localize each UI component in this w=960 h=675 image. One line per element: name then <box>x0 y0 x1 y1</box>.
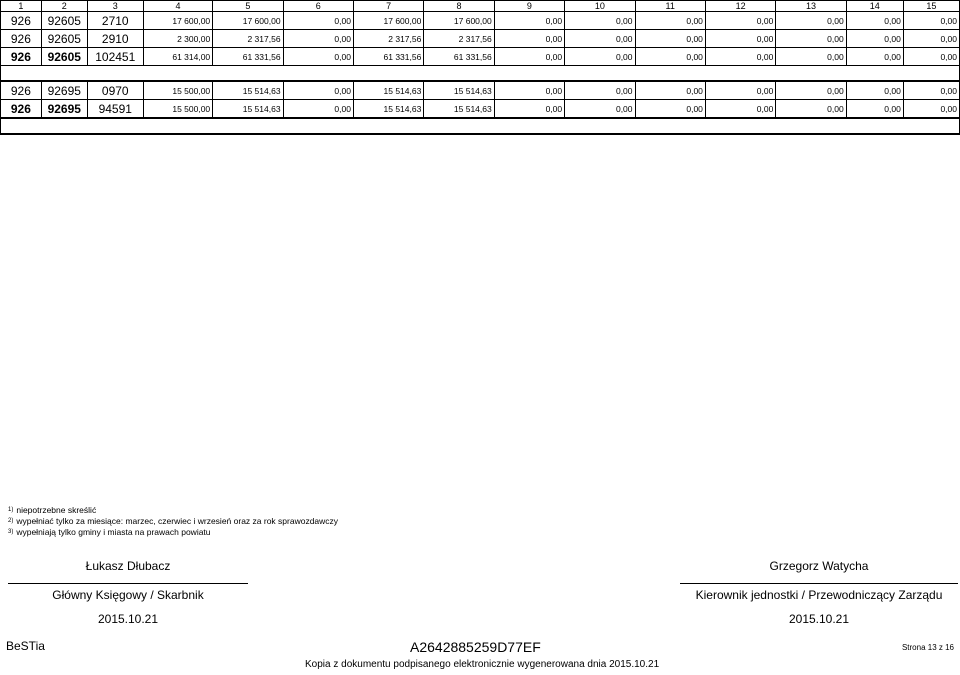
value-cell: 15 500,00 <box>143 81 212 100</box>
paragraf-cell: 102451 <box>87 48 143 66</box>
column-number: 1 <box>1 1 42 12</box>
value-cell: 0,00 <box>903 81 959 100</box>
column-number: 11 <box>635 1 705 12</box>
value-cell: 0,00 <box>705 12 775 30</box>
value-cell: 0,00 <box>494 48 564 66</box>
value-cell: 0,00 <box>283 100 353 119</box>
paragraf-cell: 2710 <box>87 12 143 30</box>
value-cell: 0,00 <box>283 81 353 100</box>
value-cell: 0,00 <box>705 30 775 48</box>
value-cell: 61 331,56 <box>213 48 283 66</box>
value-cell: 15 514,63 <box>353 81 423 100</box>
value-cell: 2 317,56 <box>353 30 423 48</box>
signature-block-manager <box>680 559 958 626</box>
signature-date: 2015.10.21 <box>97 612 159 626</box>
value-cell: 0,00 <box>565 48 635 66</box>
value-cell: 15 500,00 <box>143 100 212 119</box>
signature-block-accountant <box>8 559 248 626</box>
value-cell: 0,00 <box>283 48 353 66</box>
rozdzial-cell: 92605 <box>41 30 87 48</box>
value-cell: 0,00 <box>635 48 705 66</box>
value-cell: 0,00 <box>903 30 959 48</box>
value-cell: 0,00 <box>494 81 564 100</box>
signature-line <box>680 583 958 584</box>
value-cell: 15 514,63 <box>424 100 494 119</box>
footnote: $^{1)}$ niepotrzebne skreślić <box>8 505 97 515</box>
table-row <box>1 100 960 119</box>
value-cell: 0,00 <box>776 100 846 119</box>
rozdzial-cell: 92605 <box>41 48 87 66</box>
value-cell: 15 514,63 <box>353 100 423 119</box>
value-cell: 17 600,00 <box>143 12 212 30</box>
column-number: 3 <box>87 1 143 12</box>
value-cell: 2 317,56 <box>213 30 283 48</box>
value-cell: 17 600,00 <box>213 12 283 30</box>
value-cell: 0,00 <box>776 12 846 30</box>
value-cell: 17 600,00 <box>424 12 494 30</box>
value-cell: 61 331,56 <box>424 48 494 66</box>
value-cell: 0,00 <box>565 81 635 100</box>
column-number: 5 <box>213 1 283 12</box>
table-row <box>1 30 960 48</box>
value-cell: 0,00 <box>903 100 959 119</box>
paragraf-cell: 2910 <box>87 30 143 48</box>
section-separator <box>1 118 960 134</box>
footnote: $^{3)}$ wypełniają tylko gminy i miasta na prawach powiatu <box>8 527 211 537</box>
paragraf-cell: 0970 <box>87 81 143 100</box>
signatory-role: Kierownik jednostki / Przewodniczący Zarządu <box>695 588 943 602</box>
section-separator <box>1 66 960 82</box>
value-cell: 0,00 <box>565 12 635 30</box>
column-number: 15 <box>903 1 959 12</box>
signature-date: 2015.10.21 <box>788 612 850 626</box>
footnotes <box>8 505 338 538</box>
copy-note: Kopia z dokumentu podpisanego elektronicznie wygenerowana dnia 2015.10.21 <box>305 659 660 670</box>
value-cell: 0,00 <box>776 48 846 66</box>
signatory-role: Główny Księgowy / Skarbnik <box>52 588 204 602</box>
budget-table <box>0 0 960 135</box>
value-cell: 0,00 <box>846 100 903 119</box>
value-cell: 0,00 <box>635 12 705 30</box>
column-number: 2 <box>41 1 87 12</box>
value-cell: 15 514,63 <box>213 100 283 119</box>
value-cell: 0,00 <box>705 100 775 119</box>
column-number: 9 <box>494 1 564 12</box>
value-cell: 0,00 <box>494 12 564 30</box>
table-row <box>1 81 960 100</box>
value-cell: 61 331,56 <box>353 48 423 66</box>
value-cell: 15 514,63 <box>424 81 494 100</box>
value-cell: 0,00 <box>283 12 353 30</box>
app-name: BeSTia <box>6 639 45 653</box>
value-cell: 0,00 <box>635 30 705 48</box>
value-cell: 2 300,00 <box>143 30 212 48</box>
value-cell: 0,00 <box>903 48 959 66</box>
value-cell: 0,00 <box>846 81 903 100</box>
value-cell: 0,00 <box>283 30 353 48</box>
value-cell: 0,00 <box>635 100 705 119</box>
footnote: $^{2)}$ wypełniać tylko za miesiące: marzec, czerwiec i wrzesień oraz za rok sprawozdawczy <box>8 516 339 526</box>
dzial-cell: 926 <box>1 100 42 119</box>
value-cell: 17 600,00 <box>353 12 423 30</box>
dzial-cell: 926 <box>1 48 42 66</box>
column-number: 10 <box>565 1 635 12</box>
table-row <box>1 48 960 66</box>
value-cell: 0,00 <box>494 30 564 48</box>
signatory-name: Grzegorz Watycha <box>769 559 869 573</box>
value-cell: 0,00 <box>494 100 564 119</box>
column-number: 6 <box>283 1 353 12</box>
rozdzial-cell: 92605 <box>41 12 87 30</box>
column-number: 13 <box>776 1 846 12</box>
value-cell: 0,00 <box>705 81 775 100</box>
value-cell: 0,00 <box>705 48 775 66</box>
column-number-row <box>1 1 960 12</box>
paragraf-cell: 94591 <box>87 100 143 119</box>
value-cell: 0,00 <box>565 100 635 119</box>
value-cell: 0,00 <box>846 48 903 66</box>
page-number: Strona 13 z 16 <box>901 643 954 652</box>
value-cell: 15 514,63 <box>213 81 283 100</box>
rozdzial-cell: 92695 <box>41 100 87 119</box>
column-number: 8 <box>424 1 494 12</box>
value-cell: 0,00 <box>903 12 959 30</box>
column-number: 4 <box>143 1 212 12</box>
dzial-cell: 926 <box>1 12 42 30</box>
value-cell: 0,00 <box>776 81 846 100</box>
dzial-cell: 926 <box>1 30 42 48</box>
value-cell: 2 317,56 <box>424 30 494 48</box>
signatory-name: Łukasz Dłubacz <box>85 559 171 573</box>
value-cell: 0,00 <box>776 30 846 48</box>
value-cell: 61 314,00 <box>143 48 212 66</box>
column-number: 12 <box>705 1 775 12</box>
document-code: A2642885259D77EF <box>410 639 541 655</box>
value-cell: 0,00 <box>635 81 705 100</box>
value-cell: 0,00 <box>565 30 635 48</box>
signature-line <box>8 583 248 584</box>
column-number: 7 <box>353 1 423 12</box>
column-number: 14 <box>846 1 903 12</box>
table-row <box>1 12 960 30</box>
dzial-cell: 926 <box>1 81 42 100</box>
value-cell: 0,00 <box>846 30 903 48</box>
value-cell: 0,00 <box>846 12 903 30</box>
rozdzial-cell: 92695 <box>41 81 87 100</box>
